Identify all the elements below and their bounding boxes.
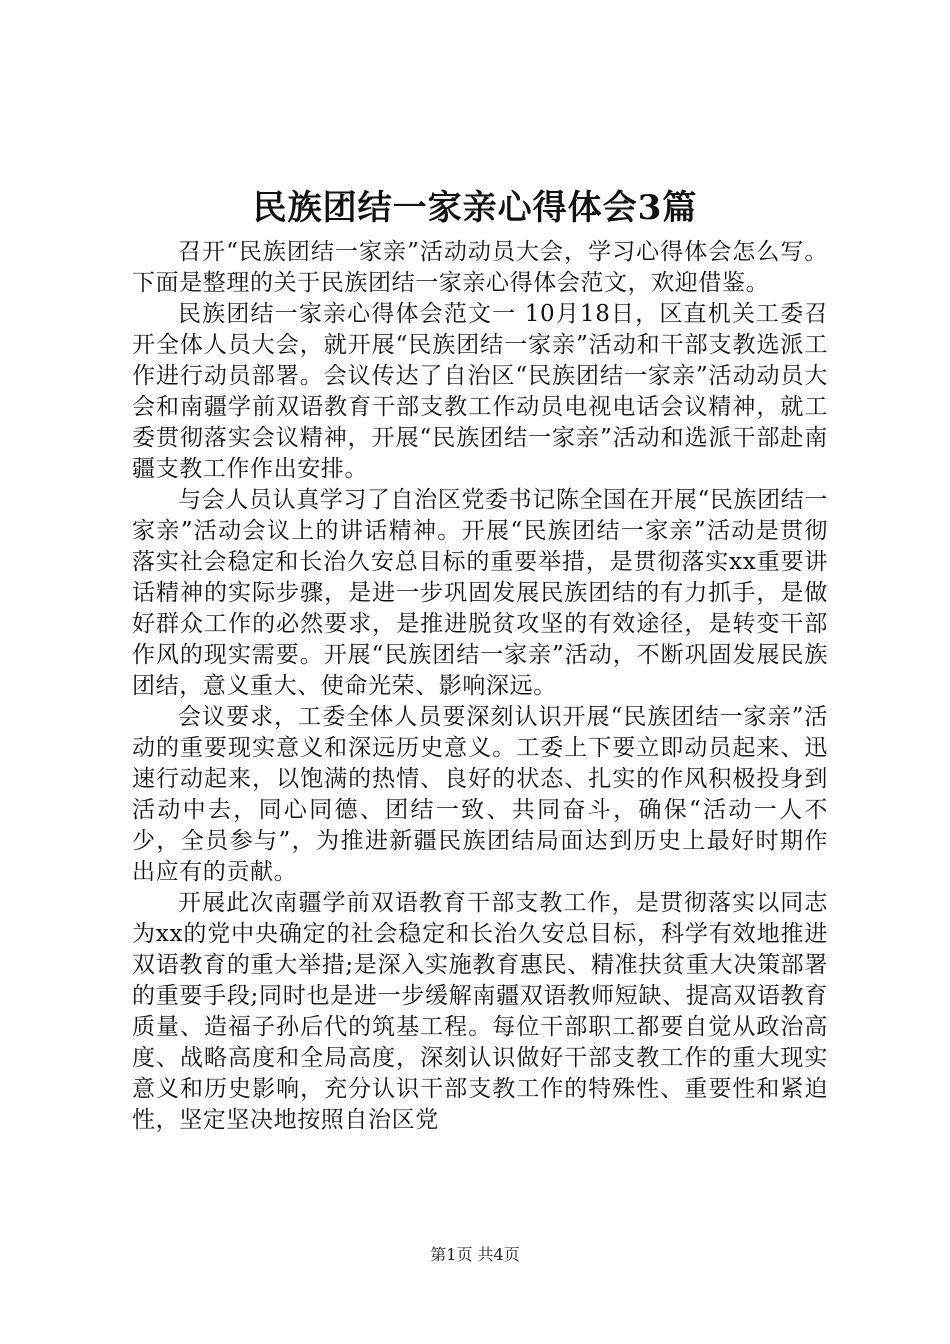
- paragraph: 民族团结一家亲心得体会范文一 10月18日，区直机关工委召开全体人员大会，就开展“民族团结一家亲”活动和干部支教选派工作进行动员部署。会议传达了自治区“民族团结一家亲”活动动员大会和南疆学前双语教育干部支教工作动员电视电话会议精神，就工委贯彻落实会议精神，开展“民族团结一家亲”活动和选派干部赴南疆支教工作作出安排。: [132, 301, 828, 482]
- document-title: 民族团结一家亲心得体会3篇: [252, 188, 698, 228]
- paragraph: 与会人员认真学习了自治区党委书记陈全国在开展“民族团结一家亲”活动会议上的讲话精神。开展“民族团结一家亲”活动是贯彻落实社会稳定和长治久安总目标的重要举措，是贯彻落实xx重要讲话精神的实际步骤，是进一步巩固发展民族团结的有力抓手，是做好群众工作的必然要求，是推进脱贫攻坚的有效途径，是转变干部作风的现实需要。开展“民族团结一家亲”活动，不断巩固发展民族团结，意义重大、使命光荣、影响深远。: [132, 487, 828, 699]
- document-body: [132, 237, 828, 1136]
- paragraph: 开展此次南疆学前双语教育干部支教工作，是贯彻落实以同志为xx的党中央确定的社会稳定和长治久安总目标，科学有效地推进双语教育的重大举措;是深入实施教育惠民、精准扶贫重大决策部署的重要手段;同时也是进一步缓解南疆双语教师短缺、提高双语教育质量、造福子孙后代的筑基工程。每位干部职工都要自觉从政治高度、战略高度和全局高度，深刻认识做好干部支教工作的重大现实意义和历史影响，充分认识干部支教工作的特殊性、重要性和紧迫性，坚定坚决地按照自治区党: [132, 890, 828, 1133]
- page-number-footer: 第1页 共4页: [430, 1245, 520, 1264]
- paragraph: 召开“民族团结一家亲”活动动员大会，学习心得体会怎么写。下面是整理的关于民族团结一家亲心得体会范文，欢迎借鉴。: [132, 239, 828, 296]
- paragraph: 会议要求，工委全体人员要深刻认识开展“民族团结一家亲”活动的重要现实意义和深远历史意义。工委上下要立即动员起来、迅速行动起来，以饱满的热情、良好的状态、扎实的作风积极投身到活动中去，同心同德、团结一致、共同奋斗，确保“活动一人不少，全员参与”，为推进新疆民族团结局面达到历史上最好时期作出应有的贡献。: [132, 704, 828, 885]
